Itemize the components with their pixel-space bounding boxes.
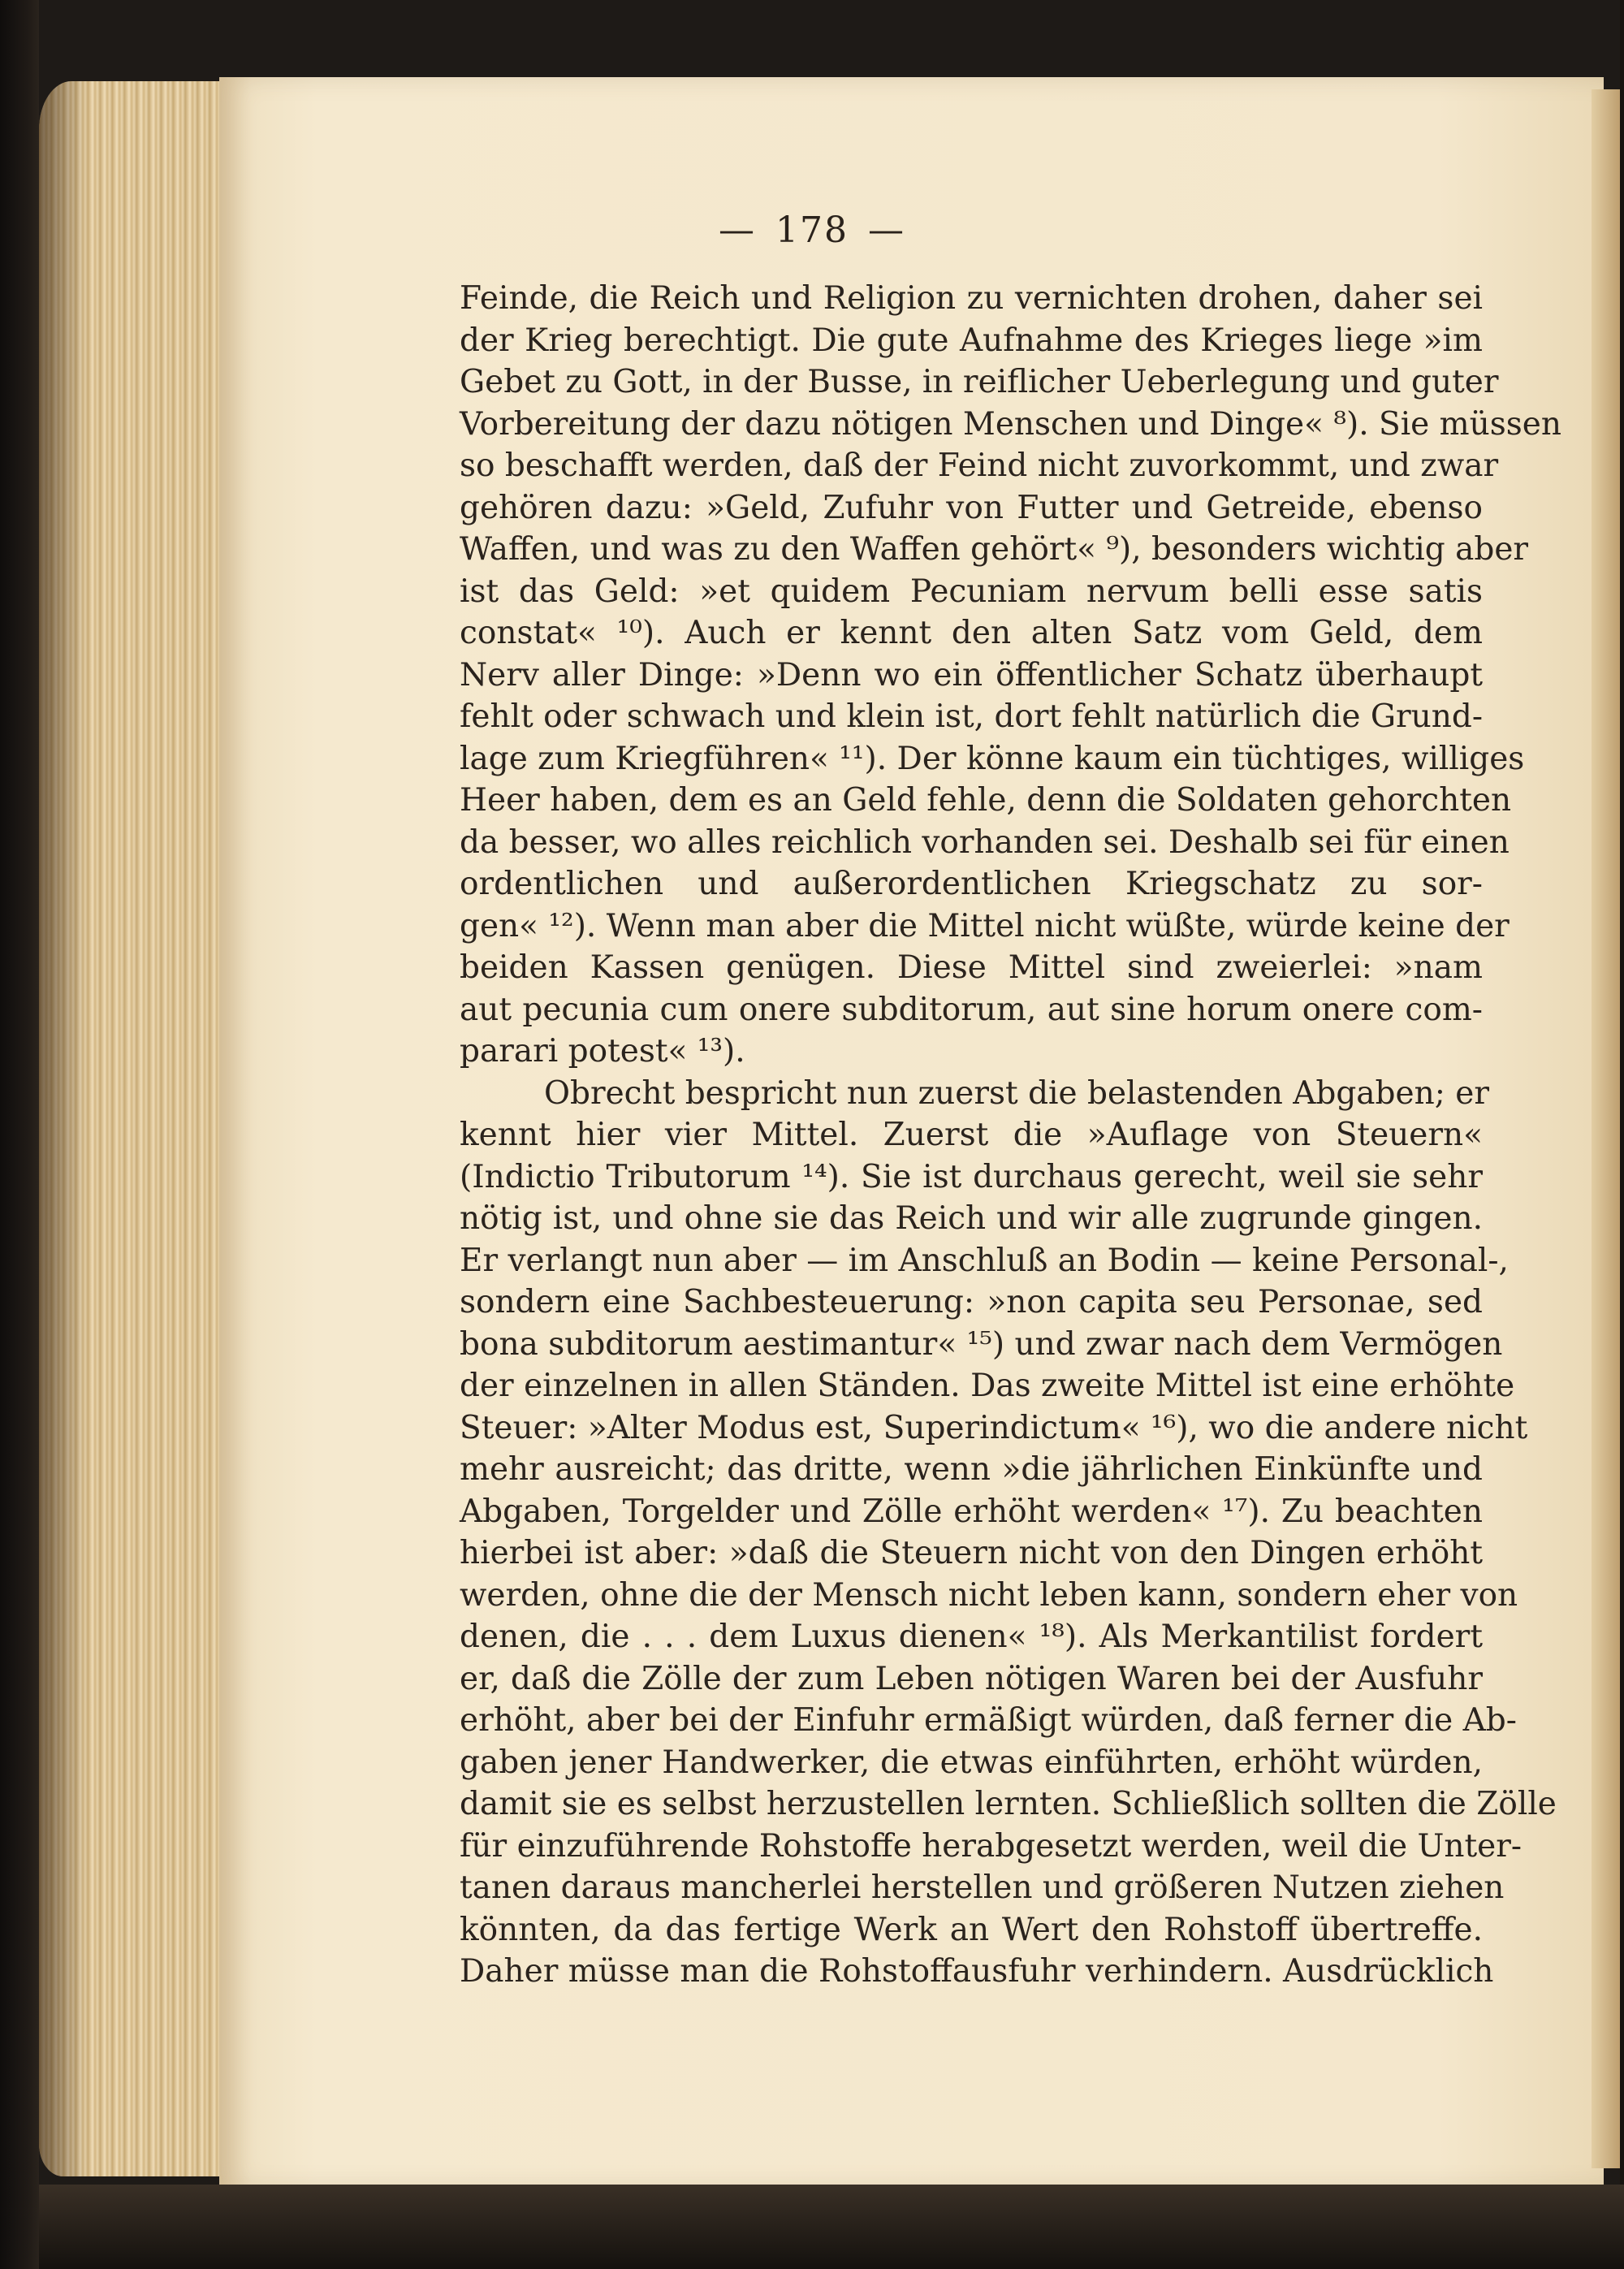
text-line: mehr ausreicht; das dritte, wenn »die jährlichen Einkünfte und [460, 1451, 1483, 1488]
paragraph-start-line: Obrecht bespricht nun zuerst die belastenden Abgaben; er [544, 1074, 1489, 1112]
book-spine-shadow [0, 0, 39, 2269]
text-line: aut pecunia cum onere subditorum, aut sine horum onere com- [460, 991, 1483, 1028]
text-line: sondern eine Sachbesteuerung: »non capita seu Personae, sed [460, 1284, 1483, 1320]
text-line: damit sie es selbst herzustellen lernten. Schließlich sollten die Zölle [460, 1786, 1557, 1822]
text-line: Abgaben, Torgelder und Zölle erhöht werden« ¹⁷). Zu beachten [460, 1493, 1483, 1530]
facing-page-edge [1592, 89, 1624, 2168]
right-border-shadow [1620, 0, 1624, 2269]
text-line: Nerv aller Dinge: »Denn wo ein öffentlicher Schatz überhaupt [460, 656, 1483, 694]
text-line: da besser, wo alles reichlich vorhanden sei. Deshalb sei für einen [460, 823, 1510, 861]
text-line: constat« ¹⁰). Auch er kennt den alten Satz vom Geld, dem [460, 615, 1483, 651]
text-line: Steuer: »Alter Modus est, Superindictum« ¹⁶), wo die andere nicht [460, 1409, 1528, 1446]
text-line: Gebet zu Gott, in der Busse, in reiflicher Ueberlegung und guter [460, 364, 1499, 400]
header-dash-left: — [719, 210, 756, 251]
text-line: erhöht, aber bei der Einfuhr ermäßigt würden, daß ferner die Ab- [460, 1702, 1517, 1739]
text-line: beiden Kassen genügen. Diese Mittel sind zweierlei: »nam [460, 949, 1483, 986]
bottom-border-shadow [39, 2185, 1624, 2269]
text-line: werden, ohne die der Mensch nicht leben kann, sondern eher von [460, 1576, 1518, 1614]
text-line: Er verlangt nun aber — im Anschluß an Bodin — keine Personal-, [460, 1242, 1509, 1279]
text-line: denen, die . . . dem Luxus dienen« ¹⁸). Als Merkantilist fordert [460, 1619, 1483, 1655]
body-text [460, 278, 1561, 1993]
text-line: ist das Geld: »et quidem Pecuniam nervum belli esse satis [460, 573, 1483, 610]
page-edges-shadow [39, 81, 88, 2176]
paragraph-end-line: parari potest« ¹³). [460, 1033, 745, 1070]
text-line: er, daß die Zölle der zum Leben nötigen Waren bei der Ausfuhr [460, 1660, 1483, 1697]
text-line: (Indictio Tributorum ¹⁴). Sie ist durchaus gerecht, weil sie sehr [460, 1158, 1483, 1195]
text-line: ordentlichen und außerordentlichen Kriegschatz zu sor- [460, 866, 1483, 902]
text-line: Feinde, die Reich und Religion zu vernichten drohen, daher sei [460, 280, 1483, 317]
header-dash-right: — [867, 210, 905, 251]
text-line: nötig ist, und ohne sie das Reich und wir alle zugrunde gingen. [460, 1200, 1483, 1237]
text-line: bona subditorum aestimantur« ¹⁵) und zwar nach dem Vermögen [460, 1325, 1503, 1363]
text-line: gen« ¹²). Wenn man aber die Mittel nicht wüßte, würde keine der [460, 907, 1510, 944]
page-number: 178 [775, 210, 849, 251]
text-line: fehlt oder schwach und klein ist, dort fehlt natürlich die Grund- [460, 698, 1483, 735]
text-line: Waffen, und was zu den Waffen gehört« ⁹), besonders wichtig aber [460, 531, 1529, 568]
text-line: gehören dazu: »Geld, Zufuhr von Futter und Getreide, ebenso [460, 489, 1483, 526]
text-line: hierbei ist aber: »daß die Steuern nicht von den Dingen erhöht [460, 1535, 1483, 1571]
text-line: Daher müsse man die Rohstoffausfuhr verhindern. Ausdrücklich [460, 1953, 1494, 1990]
text-line: könnten, da das fertige Werk an Wert den Rohstoff übertreffe. [460, 1911, 1483, 1948]
text-line: tanen daraus mancherlei herstellen und größeren Nutzen ziehen [460, 1869, 1505, 1906]
text-line: so beschafft werden, daß der Feind nicht zuvorkommt, und zwar [460, 447, 1499, 484]
page-header [0, 210, 1624, 251]
text-line: Heer haben, dem es an Geld fehle, denn die Soldaten gehorchten [460, 782, 1512, 819]
text-line: Vorbereitung der dazu nötigen Menschen und Dinge« ⁸). Sie müssen [460, 405, 1561, 443]
text-line: lage zum Kriegführen« ¹¹). Der könne kaum ein tüchtiges, williges [460, 740, 1525, 777]
text-line: gaben jener Handwerker, die etwas einführten, erhöht würden, [460, 1744, 1483, 1781]
text-line: für einzuführende Rohstoffe herabgesetzt werden, weil die Unter- [460, 1827, 1522, 1865]
text-line: der einzelnen in allen Ständen. Das zweite Mittel ist eine erhöhte [460, 1368, 1515, 1404]
text-line: kennt hier vier Mittel. Zuerst die »Auflage von Steuern« [460, 1117, 1483, 1153]
text-line: der Krieg berechtigt. Die gute Aufnahme des Krieges liege »im [460, 322, 1483, 359]
